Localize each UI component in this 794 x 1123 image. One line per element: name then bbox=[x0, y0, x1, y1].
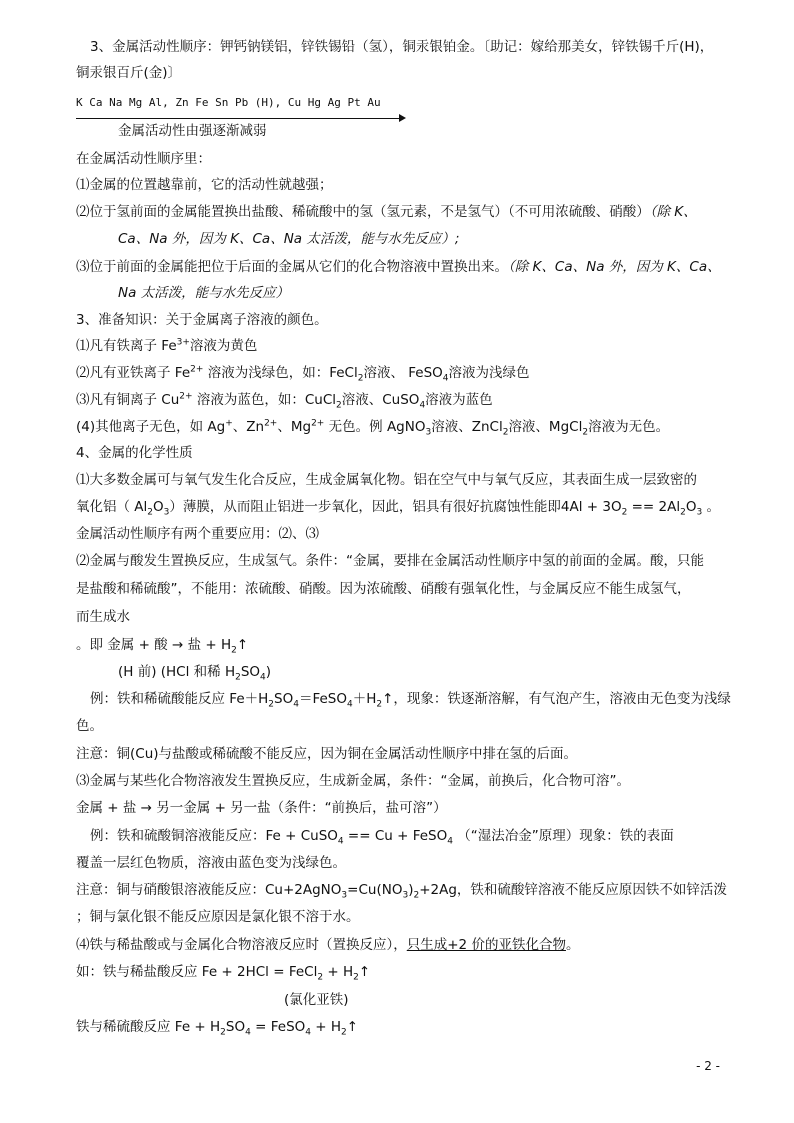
rule-2: ⑵位于氢前面的金属能置换出盐酸、稀硫酸中的氢（氢元素，不是氢气）（不可用浓硫酸、硝酸）（除 K、 bbox=[76, 204, 697, 220]
property-1-line1: ⑴大多数金属可与氧气发生化合反应，生成金属氧化物。铝在空气中与氧气反应，其表面生成一层致密的 bbox=[76, 472, 697, 488]
color-rule-3: ⑶凡有铜离子 $Cu^{2+}$ 溶液为蓝色，如：CuCl$_2$溶液、CuSO$_4$溶液为蓝色 bbox=[76, 391, 493, 411]
general-equation-1: 。即 金属 + 酸 → 盐 + $H_2↑$ bbox=[76, 637, 249, 656]
color-rule-1: ⑴凡有铁离子 $Fe^{3+}$溶液为黄色 bbox=[76, 337, 258, 354]
color-rule-2: ⑵凡有亚铁离子 $Fe^{2+}$ 溶液为浅绿色，如：FeCl$_2$溶液、 FeSO$_4$溶液为浅绿色 bbox=[76, 364, 530, 384]
section-3-title-cont: 铜汞银百斤(金)〕 bbox=[76, 65, 182, 81]
property-2-line1: ⑵金属与酸发生置换反应，生成氢气。条件：“金属，要排在金属活动性顺序中氢的前面的金属。酸，只能 bbox=[76, 553, 704, 569]
note-2-cont: ；铜与氯化银不能反应原因是氯化银不溶于水。 bbox=[76, 909, 360, 925]
rule-2-note: Ca、Na 外，因为 K、Ca、Na 太活泼，能与水先反应）; bbox=[118, 231, 460, 247]
property-2-line3: 而生成水 bbox=[76, 609, 130, 625]
section-4-title: 4、金属的化学性质 bbox=[76, 445, 193, 461]
example-3-label: (氯化亚铁) bbox=[284, 992, 349, 1008]
example-4: 铁与稀硫酸反应 $Fe + H_2SO_4$ = FeSO$_4$ + $H_2↑$ bbox=[76, 1019, 359, 1038]
section-3-title: 3、金属活动性顺序：钾钙钠镁铝，锌铁锡铅（氢），铜汞银铂金。〔助记：嫁给那美女，锌铁锡千斤(H)， bbox=[90, 39, 714, 55]
equation-1-conditions: (H 前) (HCl 和稀 $H_2SO_4$) bbox=[118, 664, 272, 683]
property-3-line1: ⑶金属与某些化合物溶液发生置换反应，生成新金属，条件：“金属，前换后，化合物可溶”。 bbox=[76, 773, 630, 789]
color-rule-4: (4)其他离子无色，如 Ag+、$Zn^{2+}$、$Mg^{2+}$ 无色。例 AgNO$_3$溶液、ZnCl$_2$溶液、MgCl$_2$溶液为无色。 bbox=[76, 418, 670, 438]
rule-3: ⑶位于前面的金属能把位于后面的金属从它们的化合物溶液中置换出来。（除 K、Ca、Na 外，因为 K、Ca、 bbox=[76, 259, 721, 275]
example-2-cont: 覆盖一层红色物质，溶液由蓝色变为浅绿色。 bbox=[76, 855, 346, 871]
example-1-cont: 色。 bbox=[76, 718, 103, 734]
property-4: ⑷铁与稀盐酸或与金属化合物溶液反应时（置换反应），只生成+2 价的亚铁化合物。 bbox=[76, 937, 580, 953]
property-1-line2: 氧化铝（ $Al_2O_3$）薄膜，从而阻止铝进一步氧化，因此，铝具有很好抗腐蚀性能即$4Al + 3O_2 == 2Al_2O_3$ 。 bbox=[76, 499, 720, 518]
rule-intro: 在金属活动性顺序里： bbox=[76, 151, 211, 167]
example-1: 例：铁和稀硫酸能反应 $Fe+H_2SO_4=FeSO_4+H_2↑$，现象：铁逐渐溶解，有气泡产生，溶液由无色变为浅绿 bbox=[90, 691, 731, 710]
activity-series: K Ca Na Mg Al, Zn Fe Sn Pb (H), Cu Hg Ag Pt Au bbox=[76, 96, 381, 109]
property-2-line2: 是盐酸和稀硫酸”，不能用：浓硫酸、硝酸。因为浓硫酸、硝酸有强氧化性，与金属反应不能生成氢气， bbox=[76, 581, 691, 597]
arrow-head-icon bbox=[399, 114, 406, 122]
note-1: 注意：铜(Cu)与盐酸或稀硫酸不能反应，因为铜在金属活动性顺序中排在氢的后面。 bbox=[76, 746, 578, 762]
prep-title: 3、准备知识：关于金属离子溶液的颜色。 bbox=[76, 312, 328, 328]
property-3-equation: 金属 + 盐 → 另一金属 + 另一盐（条件：“前换后，盐可溶”） bbox=[76, 800, 447, 816]
rule-3-note: Na 太活泼，能与水先反应） bbox=[118, 285, 290, 301]
example-3: 如：铁与稀盐酸反应 Fe + 2HCl = FeCl$_2$ + $H_2↑$ bbox=[76, 964, 371, 983]
activity-arrow bbox=[76, 118, 404, 119]
rule-1: ⑴金属的位置越靠前，它的活动性就越强； bbox=[76, 177, 333, 193]
note-2: 注意：铜与硝酸银溶液能反应：$Cu+2AgNO_3=Cu(NO_3)_2+2Ag$，铁和硫酸锌溶液不能反应原因铁不如锌活泼 bbox=[76, 882, 727, 901]
example-2: 例：铁和硫酸铜溶液能反应：Fe + CuSO$_4$ == Cu + FeSO$_4$ （“湿法冶金”原理）现象：铁的表面 bbox=[90, 828, 674, 847]
page-number: - 2 - bbox=[696, 1059, 720, 1073]
applications-line: 金属活动性顺序有两个重要应用：⑵、⑶ bbox=[76, 526, 319, 542]
series-caption: 金属活动性由强逐渐减弱 bbox=[118, 123, 267, 139]
